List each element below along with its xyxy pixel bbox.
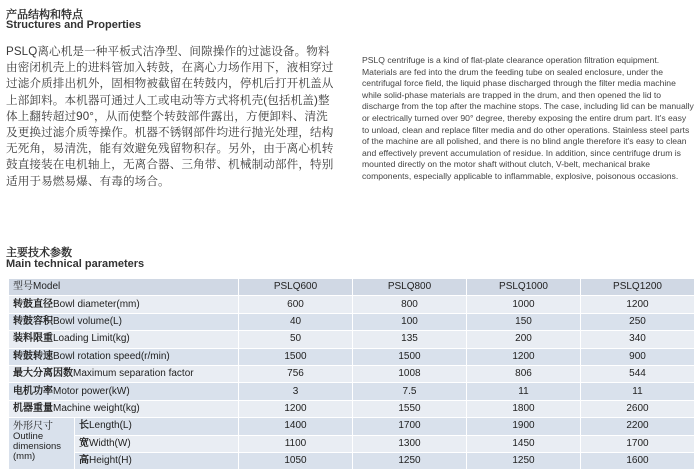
table-cell: 1000 — [467, 296, 581, 313]
table-cell: 806 — [467, 365, 581, 382]
header-model: PSLQ800 — [353, 279, 467, 296]
param-label: 电机功率Motor power(kW) — [9, 383, 239, 400]
params-heading-en: Main technical parameters — [6, 258, 145, 270]
param-label: 转鼓容积Bowl volume(L) — [9, 313, 239, 330]
table-cell: 756 — [239, 365, 353, 382]
parameters-table — [8, 278, 695, 470]
table-row — [9, 331, 695, 348]
table-cell: 1100 — [239, 435, 353, 452]
table-cell: 1250 — [467, 452, 581, 469]
param-label: 转鼓直径Bowl diameter(mm) — [9, 296, 239, 313]
table-cell: 200 — [467, 331, 581, 348]
table-cell: 11 — [581, 383, 695, 400]
param-label: 最大分离因数Maximum separation factor — [9, 365, 239, 382]
table-cell: 900 — [581, 348, 695, 365]
param-label: 装料限重Loading Limit(kg) — [9, 331, 239, 348]
table-cell: 2200 — [581, 418, 695, 435]
table-cell: 800 — [353, 296, 467, 313]
table-cell: 1550 — [353, 400, 467, 417]
section-heading-cn: 产品结构和特点 — [6, 9, 83, 21]
table-cell: 340 — [581, 331, 695, 348]
table-cell: 544 — [581, 365, 695, 382]
table-cell: 50 — [239, 331, 353, 348]
param-label: 转鼓转速Bowl rotation speed(r/min) — [9, 348, 239, 365]
param-label: 高Height(H) — [75, 452, 239, 469]
table-row — [9, 313, 695, 330]
param-label: 长Length(L) — [75, 418, 239, 435]
table-cell: 1250 — [353, 452, 467, 469]
dimensions-group-label: 外形尺寸 Outline dimensions (mm) — [9, 418, 75, 470]
table-cell: 1450 — [467, 435, 581, 452]
table-cell: 1050 — [239, 452, 353, 469]
table-row — [9, 418, 695, 435]
table-cell: 40 — [239, 313, 353, 330]
table-cell: 7.5 — [353, 383, 467, 400]
table-header-row — [9, 279, 695, 296]
table-cell: 1500 — [239, 348, 353, 365]
table-cell: 600 — [239, 296, 353, 313]
param-label: 宽Width(W) — [75, 435, 239, 452]
table-cell: 1900 — [467, 418, 581, 435]
table-row — [9, 383, 695, 400]
description-en: PSLQ centrifuge is a kind of flat-plate clearance operation filtration equipment. Materials are fed into the drum the feeding tube on sealed enclosure, under the centrifugal force field, the liquid phase discharged through the filter media machine while solid-phase materials are trapped in the drum, and then opened the lid to discharge from the top after the machine stops. The case, including lid can be manually or electrically turned over 90° degree, thereby exposing the entire drum part. It's easy to unload, clean and replace filter media and do other operations. Stainless steel parts of the machine are all polished, and there is no blind angle therefore it's easy to clean and effectively prevent accumulation of residue. In addition, since centrifuge drum is mounted directly on the motor shaft without clutch, V-belt, mechanical brake components, especially applicable to inflammable, explosive, poisonous occasions. — [362, 55, 694, 181]
table-cell: 150 — [467, 313, 581, 330]
header-model-label: 型号Model — [9, 279, 239, 296]
header-model: PSLQ600 — [239, 279, 353, 296]
params-heading-cn: 主要技术参数 — [6, 247, 72, 259]
table-cell: 1200 — [239, 400, 353, 417]
param-label: 机器重量Machine weight(kg) — [9, 400, 239, 417]
table-cell: 1200 — [467, 348, 581, 365]
table-row — [9, 296, 695, 313]
table-row — [9, 435, 695, 452]
table-cell: 1700 — [353, 418, 467, 435]
table-cell: 2600 — [581, 400, 695, 417]
table-cell: 1300 — [353, 435, 467, 452]
table-cell: 1008 — [353, 365, 467, 382]
table-row — [9, 365, 695, 382]
table-cell: 135 — [353, 331, 467, 348]
section-heading-en: Structures and Properties — [6, 19, 142, 31]
table-cell: 1800 — [467, 400, 581, 417]
table-cell: 100 — [353, 313, 467, 330]
table-cell: 11 — [467, 383, 581, 400]
table-cell: 1200 — [581, 296, 695, 313]
table-cell: 1600 — [581, 452, 695, 469]
table-row — [9, 348, 695, 365]
table-cell: 3 — [239, 383, 353, 400]
description-cn: PSLQ离心机是一种平板式洁净型、间隙操作的过滤设备。物料由密闭机壳上的进料管加入转鼓，在离心力场作用下，液相穿过过滤介质排出机外，固相物被截留在转鼓内，停机后打开机盖从上部卸料。本机器可通过人工或电动等方式将机壳(包括机盖)整体上翻转超过90°，从而使整个转鼓部件露出，方便卸料、清洗及更换过滤介质等操作。机器不锈钢部件均进行抛光处理，结构无死角，易清洗，能有效避免残留物积存。另外，由于离心机转鼓直接装在电机轴上，无离合器、三角带、机械制动部件，特别适用于易燃易爆、有毒的场合。 — [6, 45, 334, 188]
table-cell: 1400 — [239, 418, 353, 435]
header-model: PSLQ1200 — [581, 279, 695, 296]
table-row — [9, 452, 695, 469]
table-cell: 1500 — [353, 348, 467, 365]
table-cell: 250 — [581, 313, 695, 330]
header-model: PSLQ1000 — [467, 279, 581, 296]
table-row — [9, 400, 695, 417]
table-cell: 1700 — [581, 435, 695, 452]
